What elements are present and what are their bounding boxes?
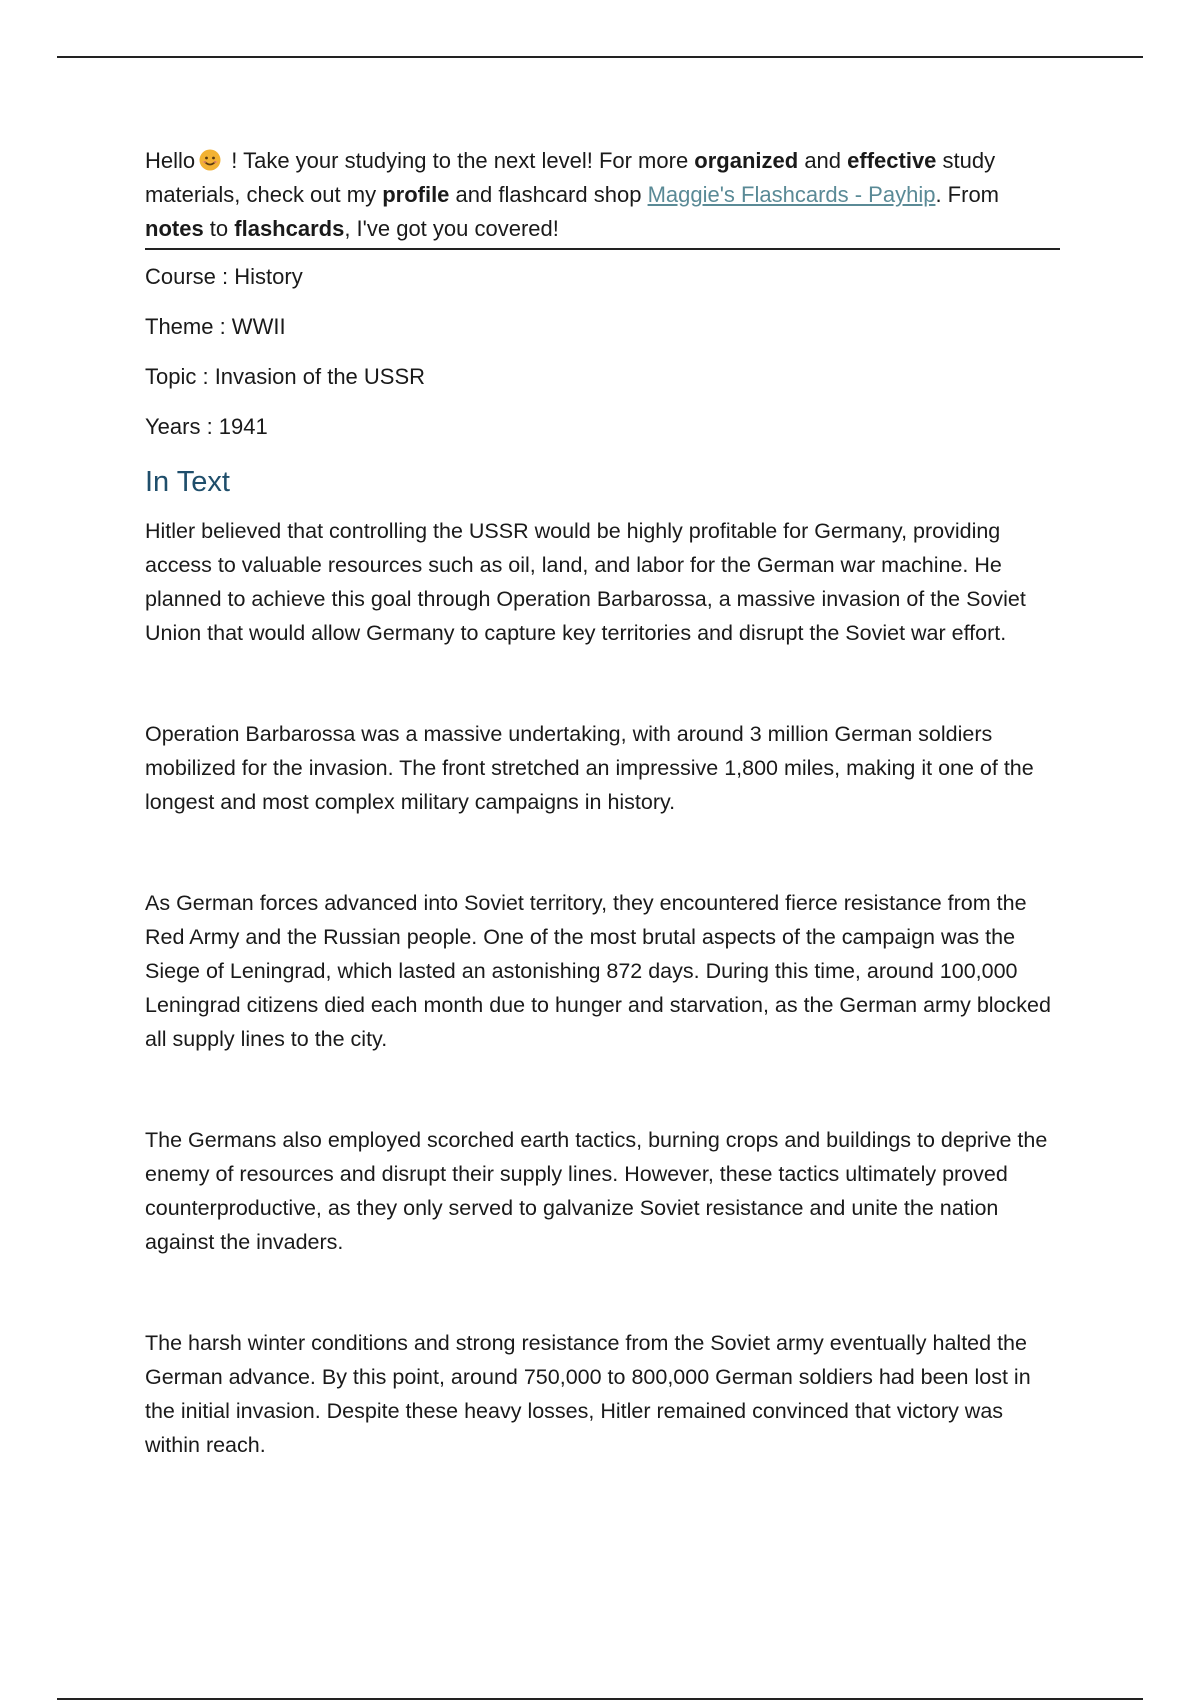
intro-text-4: and flashcard shop <box>449 182 648 207</box>
years-line: Years : 1941 <box>145 414 268 439</box>
intro-bold-flashcards: flashcards <box>234 216 345 241</box>
paragraph-5: The harsh winter conditions and strong resistance from the Soviet army eventually halted the German advance. By this point, around 750,000 to 800,000 German soldiers had been lost in the initial invasion. Despite these heavy losses, Hitler remained convinced that victory was within reach. <box>145 1331 1031 1457</box>
intro-text-2: and <box>798 148 848 173</box>
metadata-block <box>145 264 1060 440</box>
section-heading: In Text <box>145 466 230 498</box>
topic-line: Topic : Invasion of the USSR <box>145 364 426 389</box>
top-page-rule <box>57 56 1143 58</box>
intro-text-7: , I've got you covered! <box>344 216 559 241</box>
paragraph-4: The Germans also employed scorched earth tactics, burning crops and buildings to deprive the enemy of resources and disrupt their supply lines. However, these tactics ultimately proved counterproductive, as they only served to galvanize Soviet resistance and unite the nation against the invaders. <box>145 1128 1048 1254</box>
intro-text-1: ! Take your studying to the next level! For more <box>225 148 695 173</box>
intro-text-6: to <box>203 216 235 241</box>
intro-bold-organized: organized <box>694 148 799 173</box>
document-body <box>145 144 1060 1529</box>
flashcard-shop-link[interactable]: Maggie's Flashcards - Payhip <box>647 182 936 207</box>
intro-text-3: study materials, check out my <box>145 148 996 207</box>
intro-bold-notes: notes <box>145 216 204 241</box>
intro-paragraph <box>145 144 1060 250</box>
theme-line: Theme : WWII <box>145 314 286 339</box>
intro-bold-profile: profile <box>382 182 450 207</box>
paragraph-3: As German forces advanced into Soviet territory, they encountered fierce resistance from the Red Army and the Russian people. One of the most brutal aspects of the campaign was the Siege of Leningrad, which lasted an astonishing 872 days. During this time, around 100,000 Leningrad citizens died each month due to hunger and starvation, as the German army blocked all supply lines to the city. <box>145 891 1051 1051</box>
smile-icon <box>199 149 221 171</box>
intro-text-5: . From <box>935 182 1000 207</box>
paragraph-2: Operation Barbarossa was a massive undertaking, with around 3 million German soldiers mobilized for the invasion. The front stretched an impressive 1,800 miles, making it one of the longest and most complex military campaigns in history. <box>145 722 1034 814</box>
intro-hello: Hello <box>145 148 196 173</box>
course-line: Course : History <box>145 264 303 289</box>
intro-bold-effective: effective <box>847 148 937 173</box>
paragraph-1: Hitler believed that controlling the USSR would be highly profitable for Germany, providing access to valuable resources such as oil, land, and labor for the German war machine. He planned to achieve this goal through Operation Barbarossa, a massive invasion of the Soviet Union that would allow Germany to capture key territories and disrupt the Soviet war effort. <box>145 519 1026 645</box>
